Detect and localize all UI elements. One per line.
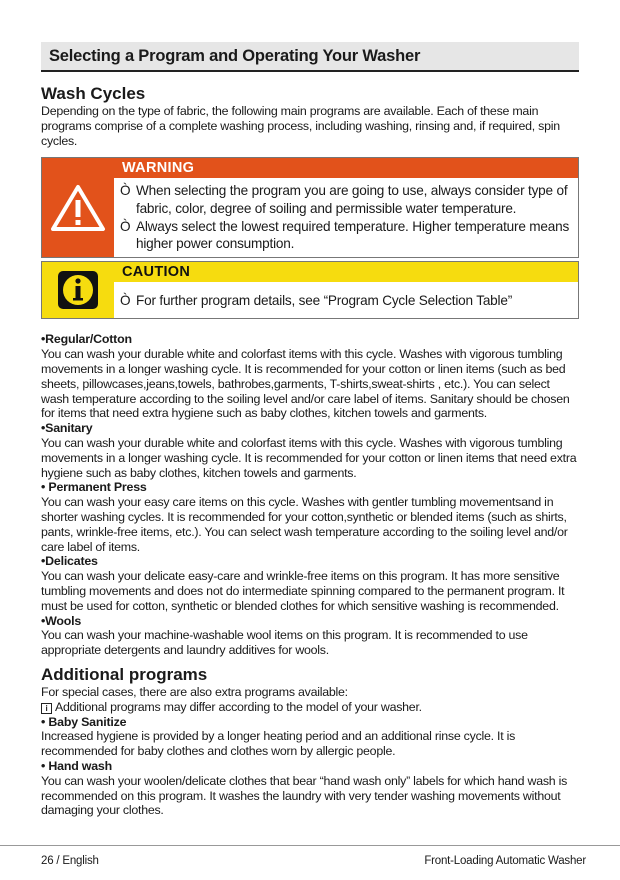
caution-item xyxy=(120,292,572,310)
program-heading: •Wools xyxy=(41,613,82,628)
warning-item xyxy=(120,182,572,217)
additional-note xyxy=(41,700,579,715)
additional-note-text: Additional programs may differ according to the model of your washer. xyxy=(55,699,422,714)
bullet-icon: Ò xyxy=(120,183,131,199)
warning-item xyxy=(120,218,572,253)
caution-label: CAUTION xyxy=(114,262,578,282)
warning-item-text: Always select the lowest required temperature. Higher temperature means higher power consumption. xyxy=(136,218,570,252)
footer-divider xyxy=(0,845,620,846)
warning-triangle-icon xyxy=(42,158,114,257)
caution-box xyxy=(41,261,579,319)
page-title: Selecting a Program and Operating Your Washer xyxy=(41,42,579,72)
additional-intro: For special cases, there are also extra programs available: xyxy=(41,684,348,699)
footer-language: / English xyxy=(53,855,99,867)
program-text: You can wash your durable white and colorfast items with this cycle. Washes with vigorous tumbling movements in a longer washing cycle. It is recommended for your cotton or linen items (such as bed sheets, pillowcases,jeans,towels, bathrobes,garments, T-shirts,sweat-shirts , etc.). You can select wash temperature according to the soiling level and/or care label of items. Sanitary should be chosen for items that need extra hygiene such as baby clothes, kitchen towels and garments. xyxy=(41,347,570,421)
program-text: Increased hygiene is provided by a longer heating period and an additional rinse cycle. It is recommended for baby clothes and clothes worn by allergic people. xyxy=(41,729,516,759)
program-text: You can wash your durable white and colorfast items with this cycle. Washes with vigorous tumbling movements in a longer washing cycle. It is recommended for your cotton or linen items that need extra hygiene such as baby clothes, kitchen towels and garments. xyxy=(41,435,577,480)
bullet-icon: Ò xyxy=(120,218,131,234)
program-heading: •Regular/Cotton xyxy=(41,332,132,347)
note-icon: i xyxy=(41,703,52,714)
footer-doc-title: Front-Loading Automatic Washer xyxy=(424,855,586,867)
wash-cycles-intro: Depending on the type of fabric, the following main programs are available. Each of these main programs comprise of a complete washing process, including washing, rinsing and, if required, spin cycles. xyxy=(41,104,560,148)
caution-item-text: For further program details, see “Program Cycle Selection Table” xyxy=(136,293,513,309)
page-content xyxy=(41,42,579,818)
info-icon xyxy=(42,262,114,318)
program-heading: • Permanent Press xyxy=(41,480,147,495)
program-text: You can wash your machine-washable wool items on this program. It is recommended to use appropriate detergents and laundry additives for wools. xyxy=(41,628,528,658)
additional-programs-heading: Additional programs xyxy=(41,664,208,684)
program-text: You can wash your woolen/delicate clothes that bear “hand wash only” labels for which hand wash is recommended on this program. It washes the laundry with very tender washing movements without damaging your clothes. xyxy=(41,773,568,818)
program-text: You can wash your delicate easy-care and wrinkle-free items on this program. It has more sensitive tumbling movements and does not do intermediate spinning compared to the permanent program. It must be used for cotton, synthetic or blended clothes for which sensitive washing is recommended. xyxy=(41,569,565,613)
program-list xyxy=(41,332,579,658)
program-heading: • Baby Sanitize xyxy=(41,714,127,729)
program-text: You can wash your easy care items on this cycle. Washes with gentler tumbling movementsand in shorter washing cycles. It is recommended for your cotton,synthetic or blended items (such as shirts, pants, wrinkle-free items, etc.). You can select wash temperature according to the soiling level and/or care label of items. xyxy=(41,495,568,554)
wash-cycles-heading: Wash Cycles xyxy=(41,84,146,103)
footer-page-info xyxy=(41,855,99,867)
warning-box xyxy=(41,157,579,258)
warning-label: WARNING xyxy=(114,158,578,178)
warning-item-text: When selecting the program you are going to use, always consider type of fabric, color, degree of soiling and permissible water temperature. xyxy=(136,183,568,216)
program-heading: • Hand wash xyxy=(41,758,112,773)
page-footer xyxy=(41,855,586,867)
program-heading: •Delicates xyxy=(41,554,98,569)
bullet-icon: Ò xyxy=(120,293,131,309)
page-number: 26 xyxy=(41,855,54,867)
program-heading: •Sanitary xyxy=(41,421,93,436)
